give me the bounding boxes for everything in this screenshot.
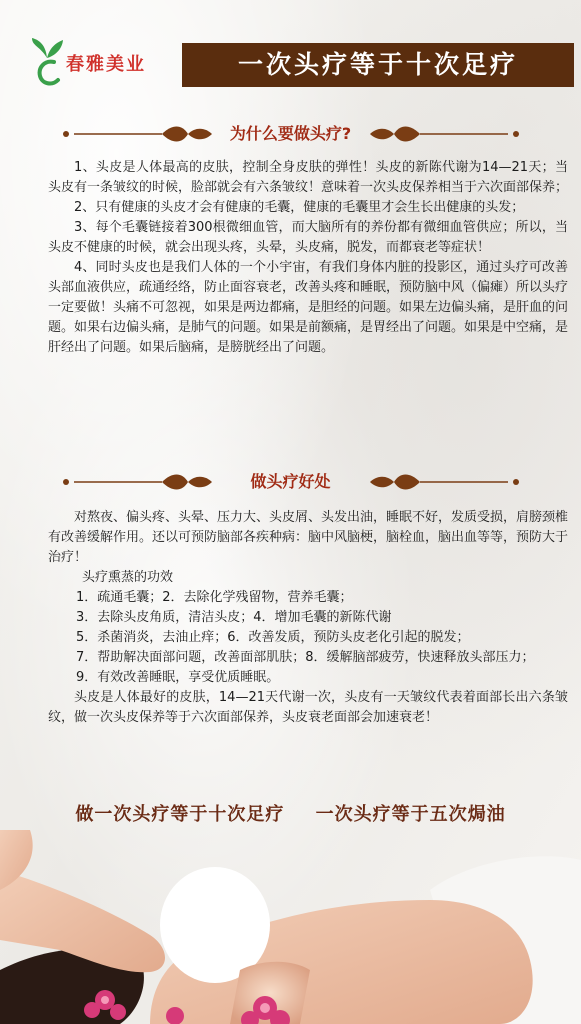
section-title: 为什么要做头疗? — [229, 124, 352, 143]
ornament-divider-icon — [360, 472, 520, 492]
slogan-right: 一次头疗等于五次焗油 — [315, 804, 506, 825]
list-item: 1．疏通毛囊；2．去除化学残留物，营养毛囊； — [76, 590, 353, 605]
list-item: 9．有效改善睡眠，享受优质睡眠。 — [76, 670, 280, 685]
paragraph: 头皮是人体最好的皮肤，14—21天代谢一次，头皮有一天皱纹代表着面部长出六条皱纹，做一次头皮保养等于六次面部保养，头皮衰老面部会加速衰老！ — [48, 690, 568, 725]
list-item: 3．去除头皮角质，清洁头皮；4．增加毛囊的新陈代谢 — [76, 610, 392, 625]
section-title: 做头疗好处 — [250, 472, 331, 491]
spa-massage-photo — [0, 830, 581, 1024]
paragraph: 对熬夜、偏头疼、头晕、压力大、头皮屑、头发出油，睡眠不好，发质受损，肩膀颈椎有改善缓解作用。还以可预防脑部各疾种病：脑中风脑梗，脑栓血，脑出血等等，预防大于治疗！ — [48, 510, 569, 565]
paragraph: 2、只有健康的头皮才会有健康的毛囊，健康的毛囊里才会生长出健康的头发； — [74, 200, 525, 215]
leaf-logo-icon — [30, 36, 64, 86]
section-heading-why — [0, 120, 581, 148]
paragraph: 4、同时头皮也是我们人体的一个小宇宙，有我们身体内脏的投影区，通过头疗可改善头部血液供应，疏通经络，防止面容衰老，改善头疼和睡眠，预防脑中风（偏瘫）所以头疗一定要做！头痛不可忽视，如果是两边都痛，是胆经的问题。如果左边偏头痛，是肝血的问题。如果右边偏头痛，是肺气的问题。如果是前额痛，是胃经出了问题。如果是中空痛，是肝经出了问题。如果后脑痛，是膀胱经出了问题。 — [48, 260, 569, 355]
ornament-divider-icon — [360, 124, 520, 144]
header — [0, 30, 581, 90]
brand-name: 春雅美业 — [66, 54, 146, 75]
list-item: 5．杀菌消炎，去油止痒；6．改善发质，预防头皮老化引起的脱发； — [76, 630, 470, 645]
paragraph: 1、头皮是人体最高的皮肤，控制全身皮肤的弹性！头皮的新陈代谢为14—21天；当头皮有一条皱纹的时候，脸部就会有六条皱纹！意味着一次头皮保养相当于六次面部保养； — [48, 160, 569, 195]
page-title: 一次头疗等于十次足疗 — [182, 43, 574, 87]
subheading: 头疗熏蒸的功效 — [82, 570, 174, 585]
section-why-body — [48, 158, 568, 358]
paragraph: 3、每个毛囊链接着300根微细血管，而大脑所有的养份都有微细血管供应；所以，当头皮不健康的时候，就会出现头疼，头晕，头皮痛，脱发，而都衰老等症状！ — [48, 220, 568, 255]
slogan-left: 做一次头疗等于十次足疗 — [75, 804, 285, 825]
section-heading-benefits — [0, 468, 581, 496]
list-item: 7．帮助解决面部问题，改善面部肌肤；8．缓解脑部疲劳，快速释放头部压力； — [76, 650, 535, 665]
section-benefits-body — [48, 508, 568, 728]
slogan — [0, 800, 581, 826]
